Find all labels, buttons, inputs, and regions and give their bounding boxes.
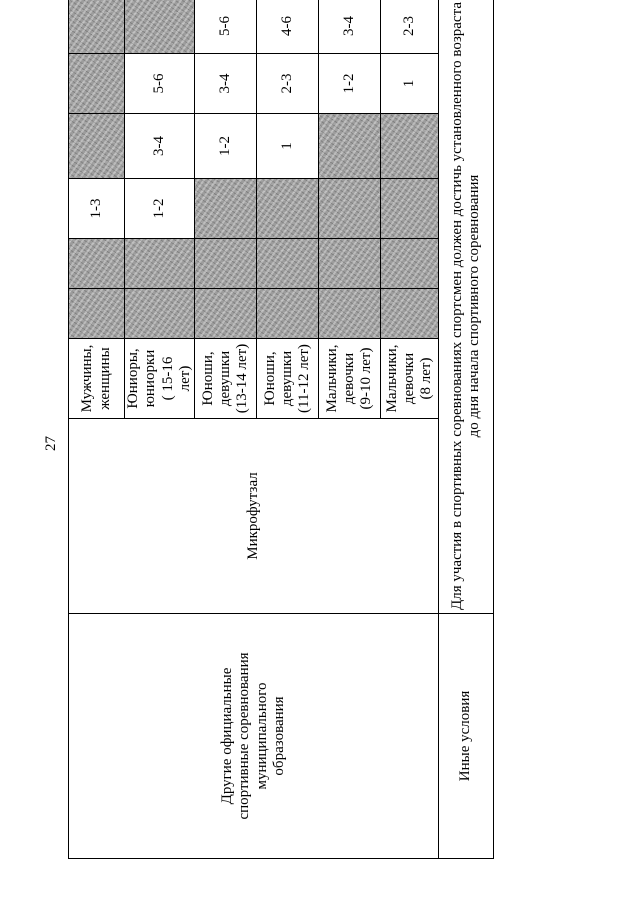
- shaded-cell: [381, 239, 439, 289]
- age-group-cell: Мужчины, женщины: [69, 339, 125, 419]
- age-group-cell: Мальчики, девочки (8 лет): [381, 339, 439, 419]
- place-cell: 2-3: [257, 54, 319, 114]
- shaded-cell: [69, 114, 125, 179]
- age-group-cell: Юниоры, юниорки ( 15-16 лет): [125, 339, 195, 419]
- shaded-cell: [195, 179, 257, 239]
- place-cell: 3-4: [125, 114, 195, 179]
- shaded-cell: [319, 114, 381, 179]
- shaded-cell: [195, 239, 257, 289]
- page-number: 27: [43, 436, 59, 451]
- discipline-cell: Микрофутзал: [69, 419, 439, 614]
- shaded-cell: [69, 0, 125, 54]
- table-body: [69, 0, 439, 859]
- age-group-cell: Мальчики, девочки (9-10 лет): [319, 339, 381, 419]
- place-cell: 1-2: [125, 179, 195, 239]
- place-cell: 2-3: [381, 0, 439, 54]
- shaded-cell: [125, 289, 195, 339]
- shaded-cell: [69, 289, 125, 339]
- shaded-cell: [381, 289, 439, 339]
- place-cell: 3-4: [195, 54, 257, 114]
- place-cell: 1: [381, 54, 439, 114]
- rank-requirements-table: [68, 0, 494, 859]
- shaded-cell: [257, 239, 319, 289]
- shaded-cell: [125, 239, 195, 289]
- age-group-cell: Юноши, девушки (13-14 лет): [195, 339, 257, 419]
- place-cell: 5-6: [125, 54, 195, 114]
- shaded-cell: [319, 289, 381, 339]
- shaded-cell: [381, 179, 439, 239]
- shaded-cell: [381, 114, 439, 179]
- shaded-cell: [257, 289, 319, 339]
- rotated-table-container: [68, 2, 482, 859]
- other-conditions-label: Иные условия: [439, 614, 494, 859]
- shaded-cell: [125, 0, 195, 54]
- place-cell: 5-6: [195, 0, 257, 54]
- place-cell: 1-3: [69, 179, 125, 239]
- table-row: [69, 0, 125, 859]
- place-cell: 4-6: [257, 0, 319, 54]
- shaded-cell: [257, 179, 319, 239]
- shaded-cell: [69, 54, 125, 114]
- competition-name-cell: Другие официальные спортивные соревнования муниципального образования: [69, 614, 439, 859]
- shaded-cell: [195, 289, 257, 339]
- shaded-cell: [69, 239, 125, 289]
- other-conditions-text: Для участия в спортивных соревнованиях спортсмен должен достичь установленного возраста до дня начала спортивного соревнования: [439, 0, 494, 614]
- place-cell: 1-2: [319, 54, 381, 114]
- age-group-cell: Юноши, девушки (11-12 лет): [257, 339, 319, 419]
- other-conditions-row: [439, 0, 494, 859]
- place-cell: 1: [257, 114, 319, 179]
- place-cell: 1-2: [195, 114, 257, 179]
- shaded-cell: [319, 179, 381, 239]
- shaded-cell: [319, 239, 381, 289]
- place-cell: 3-4: [319, 0, 381, 54]
